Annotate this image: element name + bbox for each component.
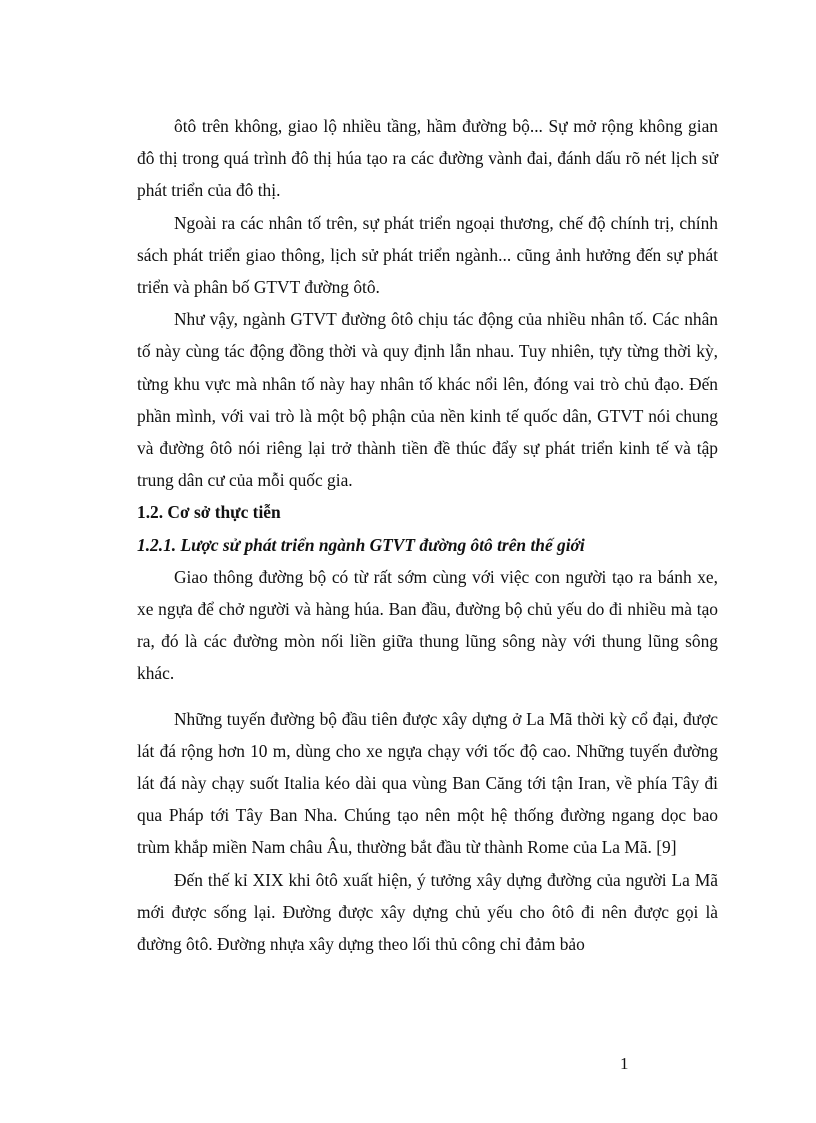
subsection-heading: 1.2.1. Lược sử phát triển ngành GTVT đường ôtô trên thế giới: [137, 534, 585, 555]
paragraph-other-factors: Ngoài ra các nhân tố trên, sự phát triển ngoại thương, chế độ chính trị, chính sách phát triển giao thông, lịch sử phát triển ngành... cũng ảnh hưởng đến sự phát triển và phân bố GTVT đường ôtô.: [137, 212, 718, 298]
paragraph-urban-expansion: ôtô trên không, giao lộ nhiều tầng, hầm đường bộ... Sự mở rộng không gian đô thị trong quá trình đô thị húa tạo ra các đường vành đai, đánh dấu rõ nét lịch sử phát triển của đô thị.: [137, 116, 718, 201]
paragraph-nineteenth-century: Đến thế kỉ XIX khi ôtô xuất hiện, ý tưởng xây dựng đường của người La Mã mới được sống lại. Đường được xây dựng chủ yếu cho ôtô đi nên được gọi là đường ôtô. Đường nhựa xây dựng theo lối thủ công chỉ đảm bảo: [137, 869, 718, 955]
paragraph-roman-roads: Những tuyến đường bộ đầu tiên được xây dựng ở La Mã thời kỳ cổ đại, được lát đá rộng hơn 10 m, dùng cho xe ngựa chạy với tốc độ cao. Những tuyến đường lát đá này chạy suốt Italia kéo dài qua vùng Ban Căng tới tận Iran, về phía Tây đi qua Pháp tới Tây Ban Nha. Chúng tạo nên một hệ thống đường ngang dọc bao trùm khắp miền Nam châu Âu, thường bắt đầu từ thành Rome của La Mã. [9]: [137, 708, 718, 858]
page-number: 1: [620, 1054, 629, 1073]
paragraph-early-roads: Giao thông đường bộ có từ rất sớm cùng với việc con người tạo ra bánh xe, xe ngựa để chở người và hàng húa. Ban đầu, đường bộ chủ yếu do đi nhiều mà tạo ra, đó là các đường mòn nối liền giữa thung lũng sông này với thung lũng sông khác.: [137, 566, 718, 684]
page-body: [137, 110, 718, 960]
paragraph-summary-factors: Như vậy, ngành GTVT đường ôtô chịu tác động của nhiều nhân tố. Các nhân tố này cùng tác động đồng thời và quy định lẫn nhau. Tuy nhiên, tựy từng thời kỳ, từng khu vực mà nhân tố này hay nhân tố khác nổi lên, đóng vai trò chủ đạo. Đến phần mình, với vai trò là một bộ phận của nền kinh tế quốc dân, GTVT nói chung và đường ôtô nói riêng lại trở thành tiền đề thúc đẩy sự phát triển kinh tế và tập trung dân cư của mỗi quốc gia.: [137, 309, 718, 491]
section-heading: 1.2. Cơ sở thực tiễn: [137, 502, 281, 523]
